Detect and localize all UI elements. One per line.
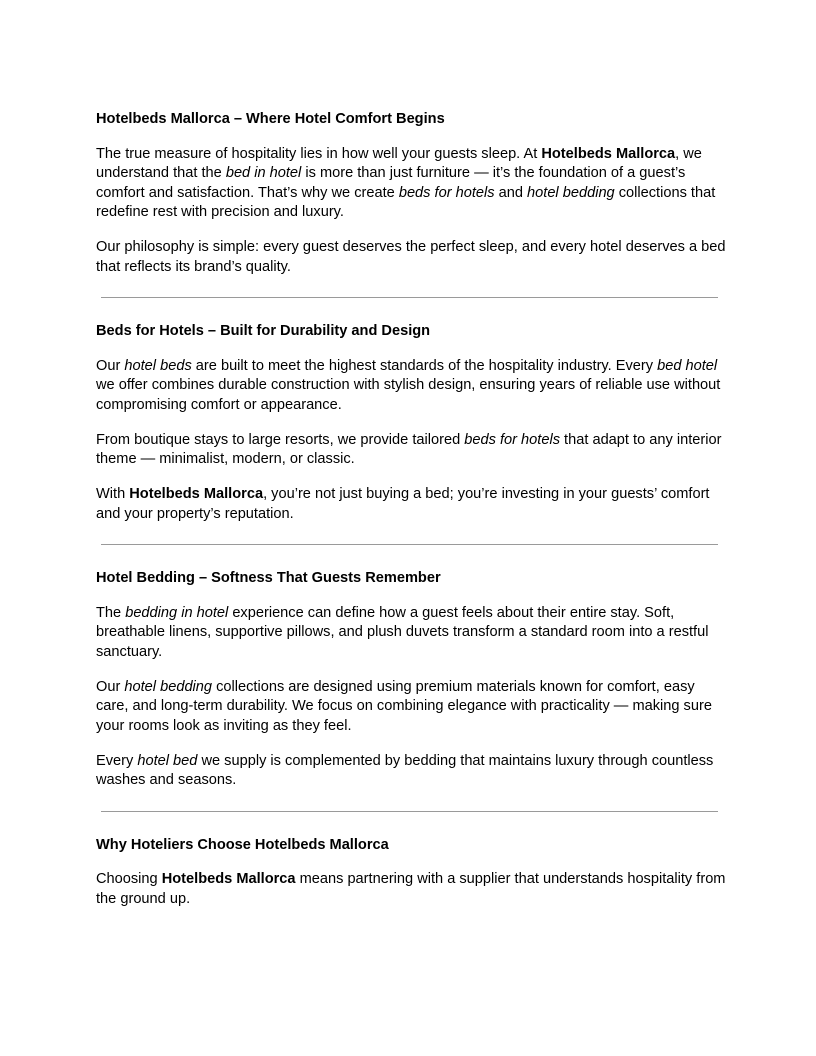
text-run: we supply is complemented by bedding that maintains luxury through countless washes and seasons. xyxy=(96,752,714,788)
text-run: With xyxy=(96,486,130,502)
text-run: is more than just furniture — it’s the foundation of a guest’s comfort and satisfaction. That’s why we create xyxy=(96,165,686,201)
italic-text: hotel bed xyxy=(137,752,198,769)
section-heading: Hotel Bedding – Softness That Guests Remember xyxy=(96,570,441,586)
text-run: From boutique stays to large resorts, we provide tailored xyxy=(96,431,465,448)
text-run: The xyxy=(96,604,126,621)
text-run: collections that redefine rest with precision and luxury. xyxy=(96,184,716,220)
section-hotel-bedding xyxy=(96,569,726,791)
text-run: The true measure of hospitality lies in how well your guests sleep. At xyxy=(96,145,542,162)
paragraph xyxy=(96,678,726,737)
section-heading: Hotelbeds Mallorca – Where Hotel Comfort Begins xyxy=(96,111,445,127)
document-page xyxy=(96,110,726,909)
text-run: collections are designed using premium materials known for comfort, easy care, and long-term durability. We focus on combining elegance with practicality — making sure your rooms look as inviting as they feel. xyxy=(96,678,712,734)
text-run: Choosing xyxy=(96,871,162,887)
text-run: Our xyxy=(96,678,125,695)
section-heading: Why Hoteliers Choose Hotelbeds Mallorca xyxy=(96,836,389,853)
text-run: , you’re not just buying a bed; you’re investing in your guests’ comfort and your property’s reputation. xyxy=(96,486,710,522)
text-run: we offer combines durable construction with stylish design, ensuring years of reliable use without compromising comfort or appearance. xyxy=(96,377,721,413)
italic-text: bed hotel xyxy=(657,357,718,374)
section-hotelbeds-intro xyxy=(96,110,726,277)
bold-text: Hotelbeds Mallorca xyxy=(161,871,296,887)
paragraph xyxy=(96,604,726,663)
text-run: Every xyxy=(96,752,138,769)
text-run: means partnering with a supplier that understands hospitality from the ground up. xyxy=(96,871,726,907)
italic-text: beds for hotels xyxy=(398,184,495,201)
paragraph xyxy=(96,357,726,416)
italic-text: hotel beds xyxy=(124,357,192,374)
section-divider xyxy=(101,297,718,298)
paragraph xyxy=(96,431,726,470)
italic-text: hotel bedding xyxy=(124,678,213,695)
section-why-hoteliers xyxy=(96,836,726,910)
paragraph xyxy=(96,238,726,277)
italic-text: beds for hotels xyxy=(464,431,560,448)
paragraph xyxy=(96,485,726,524)
text-run: experience can define how a guest feels about their entire stay. Soft, breathable linens, supportive pillows, and plush duvets transform a standard room into a restful sanctuary. xyxy=(96,604,709,660)
text-run: that adapt to any interior theme — minimalist, modern, or classic. xyxy=(96,431,722,467)
bold-text: Hotelbeds Mallorca xyxy=(541,145,676,162)
text-run: Our xyxy=(96,357,125,374)
section-beds-for-hotels xyxy=(96,322,726,524)
section-heading: Beds for Hotels – Built for Durability and Design xyxy=(96,323,431,339)
italic-text: bed in hotel xyxy=(225,165,302,181)
italic-text: bedding in hotel xyxy=(125,604,229,621)
text-run: , we understand that the xyxy=(96,145,702,181)
text-run: Our philosophy is simple: every guest deserves the perfect sleep, and every hotel deserves a bed that reflects its brand’s quality. xyxy=(96,239,726,275)
bold-text: Hotelbeds Mallorca xyxy=(129,486,264,502)
section-divider xyxy=(101,811,718,812)
text-run: are built to meet the highest standards of the hospitality industry. Every xyxy=(191,357,658,374)
paragraph xyxy=(96,752,726,791)
text-run: and xyxy=(494,184,528,201)
section-divider xyxy=(101,544,718,545)
italic-text: hotel bedding xyxy=(527,184,615,201)
paragraph xyxy=(96,870,726,909)
paragraph xyxy=(96,145,726,223)
